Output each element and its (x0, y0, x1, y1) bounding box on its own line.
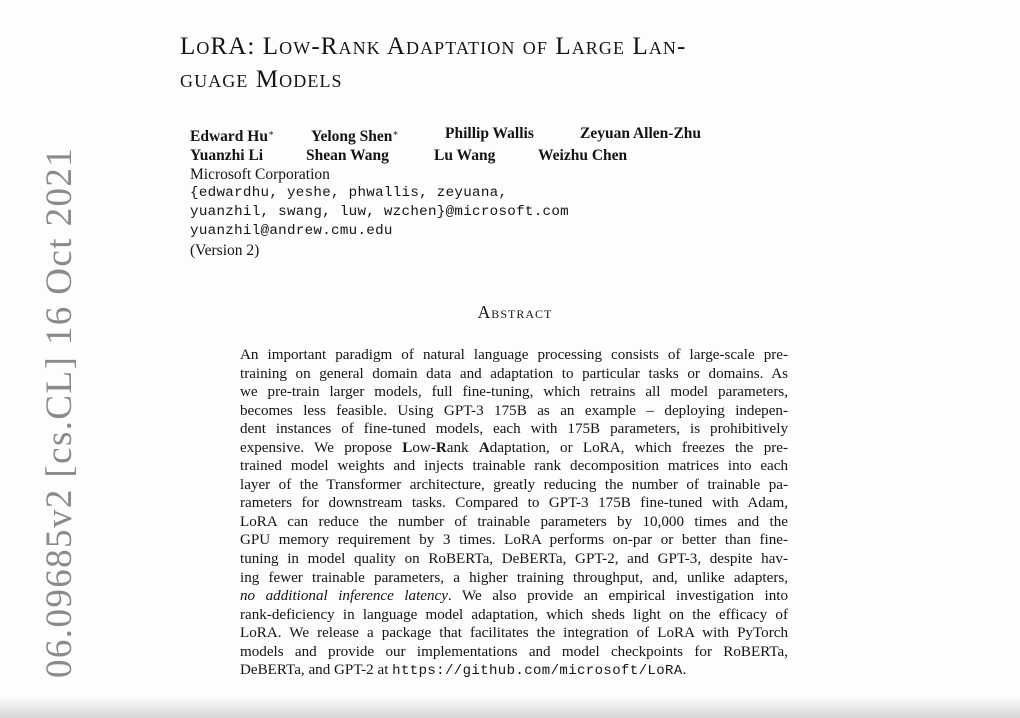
abstract-line: ing fewer trainable parameters, a higher training throughput, and, unlike adapters, (240, 569, 788, 586)
author-name: Phillip Wallis (445, 125, 534, 142)
abstract-line-segment: expensive. We propose (240, 439, 403, 456)
author-row-1 (190, 124, 701, 146)
equal-contribution-mark: ∗ (267, 128, 275, 138)
arxiv-stamp: 06.09685v2 [cs.CL] 16 Oct 2021 (39, 146, 80, 678)
email-line-3: yuanzhil@andrew.cmu.edu (190, 223, 393, 239)
abstract-heading-text: Abstract (477, 302, 553, 322)
abstract-line: GPU memory requirement by 3 times. LoRA performs on-par or better than fine- (240, 532, 788, 549)
github-link[interactable]: https://github.com/microsoft/LoRA (392, 663, 683, 680)
author-name-text: Yelong Shen (311, 128, 393, 145)
abstract-line (240, 661, 788, 680)
paper-title-line-1: LoRA: Low-Rank Adaptation of Large Lan- (180, 33, 687, 60)
abstract-line: LoRA. We release a package that facilitates the integration of LoRA with PyTorch (240, 625, 788, 642)
version-label: (Version 2) (190, 242, 260, 259)
lora-bold-r: R (435, 439, 447, 456)
author-name-text: Edward Hu (190, 128, 268, 145)
paper-title (180, 30, 880, 96)
abstract-line-segment: . (682, 662, 687, 679)
abstract-line: models and provide our implementations and model checkpoints for RoBERTa, (240, 643, 788, 660)
abstract-line (240, 439, 788, 458)
abstract-line: tuning in model quality on RoBERTa, DeBERTa, GPT-2, and GPT-3, despite hav- (240, 551, 788, 568)
author-name: Lu Wang (434, 147, 496, 164)
lora-bold-a: A (478, 439, 490, 456)
abstract-line: rameters for downstream tasks. Compared to GPT-3 175B fine-tuned with Adam, (240, 495, 788, 512)
author-block (190, 124, 701, 260)
author-name: Yuanzhi Li (190, 147, 264, 164)
lora-bold-l: L (402, 439, 413, 456)
abstract-line-segment: daptation, or LoRA, which freezes the pre- (489, 439, 788, 456)
abstract-line-segment: ow- (412, 439, 436, 456)
author-name (190, 124, 311, 146)
abstract-line: trained model weights and injects trainable rank decomposition matrices into each (240, 458, 788, 475)
abstract-heading (0, 302, 1020, 323)
affiliation: Microsoft Corporation (190, 166, 330, 183)
bottom-shadow (0, 696, 1020, 718)
abstract-line (240, 587, 788, 606)
abstract-line: dent instances of fine-tuned models, each with 175B parameters, is prohibitively (240, 421, 788, 438)
author-name: Weizhu Chen (538, 147, 628, 164)
author-name: Zeyuan Allen-Zhu (580, 125, 702, 142)
abstract-line-segment: DeBERTa, and GPT-2 at (240, 662, 393, 679)
author-name: Shean Wang (306, 147, 389, 164)
author-row-2 (190, 146, 701, 165)
email-line-2: yuanzhil, swang, luw, wzchen}@microsoft.com (190, 204, 569, 220)
abstract-line: training on general domain data and adaptation to particular tasks or domains. As (240, 365, 788, 382)
abstract-line-segment: . We also provide an empirical investigation into (447, 588, 789, 605)
abstract-line: rank-deficiency in language model adaptation, which sheds light on the efficacy of (240, 606, 788, 623)
abstract-line-segment: ank (446, 439, 479, 456)
abstract-line: LoRA can reduce the number of trainable parameters by 10,000 times and the (240, 513, 788, 530)
author-name (311, 124, 445, 146)
paper-title-line-2: guage Models (180, 66, 343, 93)
abstract-line: we pre-train larger models, full fine-tuning, which retrains all model parameters, (240, 384, 788, 401)
abstract-line: becomes less feasible. Using GPT-3 175B as an example – deploying indepen- (240, 402, 788, 419)
abstract-line: An important paradigm of natural language processing consists of large-scale pre- (240, 347, 788, 363)
abstract-body (240, 346, 788, 680)
abstract-emphasis: no additional inference latency (240, 588, 448, 605)
email-line-1: {edwardhu, yeshe, phwallis, zeyuana, (190, 185, 508, 201)
abstract-line: layer of the Transformer architecture, greatly reducing the number of trainable pa- (240, 476, 788, 493)
equal-contribution-mark: ∗ (392, 128, 399, 138)
